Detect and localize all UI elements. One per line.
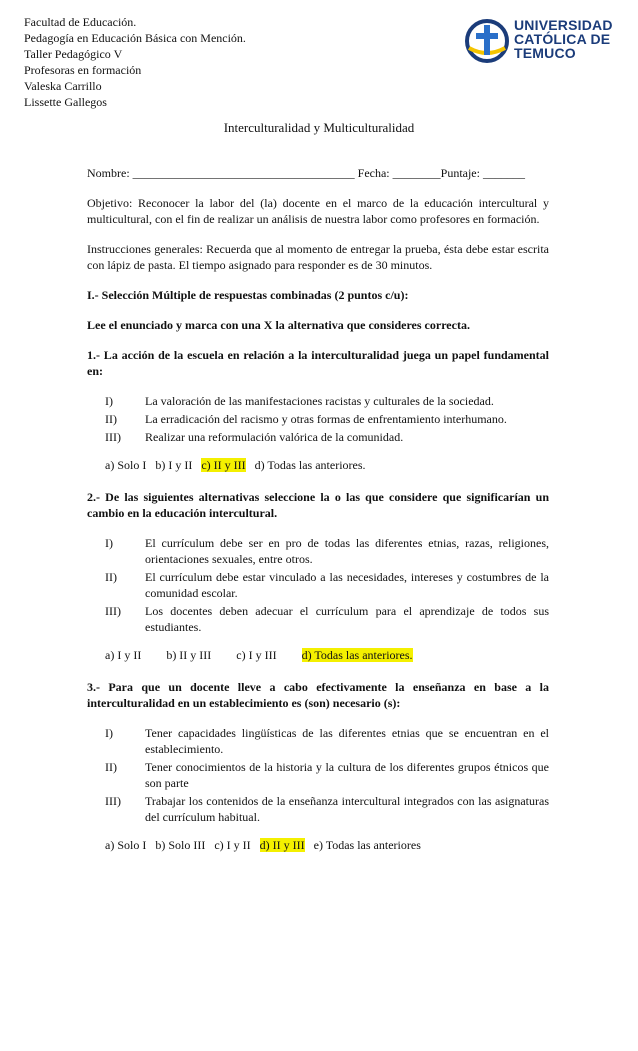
logo-line: CATÓLICA DE	[514, 31, 611, 47]
answer-option-selected[interactable]: d) Todas las anteriores.	[301, 648, 413, 662]
item-number: I)	[105, 536, 113, 550]
item-number: II)	[105, 760, 117, 774]
document-title: Interculturalidad y Multiculturalidad	[223, 120, 415, 135]
item-number: II)	[105, 570, 117, 584]
section-instruction: Lee el enunciado y marca con una X la alternativa que consideres correcta.	[87, 318, 470, 332]
answer-option[interactable]: a) I y II	[105, 648, 142, 662]
section-title: I.- Selección Múltiple de respuestas combinadas (2 puntos c/u):	[87, 288, 409, 302]
logo-line: UNIVERSIDAD	[514, 17, 613, 33]
item-text: El currículum debe estar vinculado a las necesidades, intereses y costumbres de la comunidad escolar.	[145, 570, 549, 600]
header-info	[24, 14, 246, 110]
answer-options	[105, 457, 549, 473]
question-items	[105, 725, 549, 825]
question-prompt: 3.- Para que un docente lleve a cabo efectivamente la enseñanza en base a la interculturalidad en un establecimiento es (son) necesario (s):	[87, 680, 549, 710]
answer-options	[105, 647, 549, 663]
item-text: El currículum debe ser en pro de todas las diferentes etnias, razas, religiones, orientaciones sexuales, entre otros.	[145, 536, 549, 566]
answer-option[interactable]: a) Solo I	[105, 458, 147, 472]
document-body	[87, 165, 549, 869]
item-number: III)	[105, 794, 121, 808]
question-prompt: 1.- La acción de la escuela en relación a la interculturalidad juega un papel fundamental en:	[87, 348, 549, 378]
answer-option[interactable]: b) II y III	[166, 648, 212, 662]
list-item	[105, 793, 549, 825]
item-text: Realizar una reformulación valórica de la comunidad.	[145, 430, 404, 444]
instructions-text: Instrucciones generales: Recuerda que al momento de entregar la prueba, ésta debe estar escrita con lápiz de pasta. El tiempo asignado para responder es de 30 minutos.	[87, 242, 549, 272]
list-item	[105, 603, 549, 635]
form-line: Nombre: _____________________________________ Fecha: ________Puntaje: _______	[87, 166, 525, 180]
list-item	[105, 411, 549, 427]
question-items	[105, 393, 549, 445]
list-item	[105, 535, 549, 567]
answer-option[interactable]: a) Solo I	[105, 838, 147, 852]
answer-options	[105, 837, 549, 853]
item-text: Los docentes deben adecuar el currículum para el aprendizaje de todos sus estudiantes.	[145, 604, 549, 634]
item-text: Tener capacidades lingüísticas de las diferentes etnias que se encuentran en el establecimiento.	[145, 726, 549, 756]
logo-line: TEMUCO	[514, 45, 576, 61]
header-line: Facultad de Educación.	[24, 15, 137, 29]
item-number: III)	[105, 430, 121, 444]
list-item	[105, 569, 549, 601]
question-items	[105, 535, 549, 635]
header-line: Lissette Gallegos	[24, 95, 107, 109]
university-logo	[465, 16, 621, 68]
objective-text: Objetivo: Reconocer la labor del (la) docente en el marco de la educación intercultural y multicultural, con el fin de realizar un análisis de nuestra labor como profesores en formación.	[87, 196, 549, 226]
answer-option[interactable]: b) I y II	[155, 458, 193, 472]
list-item	[105, 725, 549, 757]
header-line: Pedagogía en Educación Básica con Mención.	[24, 31, 246, 45]
question-prompt: 2.- De las siguientes alternativas seleccione la o las que considere que significarían un cambio en la educación intercultural.	[87, 490, 549, 520]
item-number: I)	[105, 726, 113, 740]
answer-option[interactable]: b) Solo III	[155, 838, 206, 852]
university-emblem-icon	[465, 18, 509, 64]
answer-option-selected[interactable]: d) II y III	[259, 838, 305, 852]
item-text: Trabajar los contenidos de la enseñanza intercultural integrados con las asignaturas del currículum habitual.	[145, 794, 549, 824]
list-item	[105, 759, 549, 791]
item-number: III)	[105, 604, 121, 618]
logo-text	[514, 18, 613, 60]
item-number: II)	[105, 412, 117, 426]
item-number: I)	[105, 394, 113, 408]
answer-option[interactable]: e) Todas las anteriores	[313, 838, 421, 852]
item-text: La erradicación del racismo y otras formas de enfrentamiento interhumano.	[145, 412, 507, 426]
header-line: Taller Pedagógico V	[24, 47, 123, 61]
answer-option-selected[interactable]: c) II y III	[201, 458, 246, 472]
list-item	[105, 393, 549, 409]
list-item	[105, 429, 549, 445]
answer-option[interactable]: d) Todas las anteriores.	[254, 458, 366, 472]
header-line: Profesoras en formación	[24, 63, 142, 77]
answer-option[interactable]: c) I y II	[214, 838, 251, 852]
item-text: Tener conocimientos de la historia y la cultura de los diferentes grupos étnicos que son parte	[145, 760, 549, 790]
header-line: Valeska Carrillo	[24, 79, 102, 93]
item-text: La valoración de las manifestaciones racistas y culturales de la sociedad.	[145, 394, 494, 408]
answer-option[interactable]: c) I y III	[236, 648, 277, 662]
